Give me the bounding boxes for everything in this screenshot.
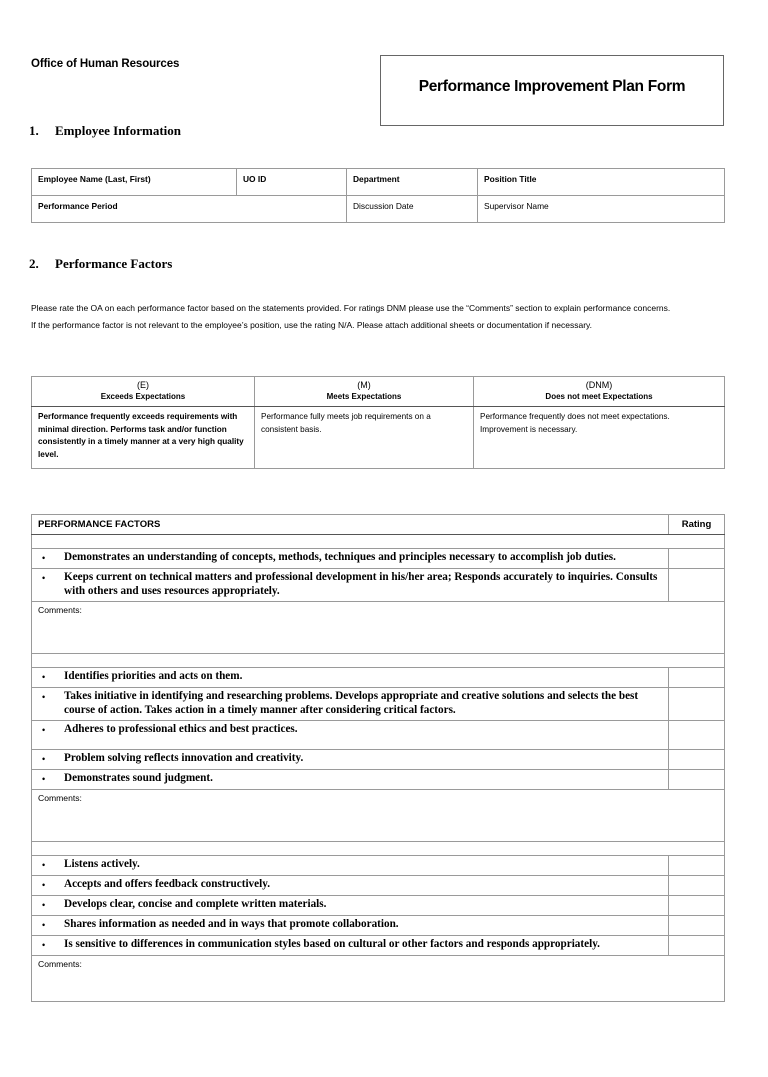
rating-input-cell[interactable] [669,936,725,956]
legend-description-e: Performance frequently exceeds requirements with minimal direction. Performs task and/or function consistently in a timely manner at a very high quality level. [32,407,255,469]
factor-bullet-row [42,772,660,786]
factor-row [32,688,725,721]
supervisor-name-label[interactable]: Supervisor Name [478,196,725,223]
bullet-icon: • [42,553,46,563]
factor-statement-cell [32,936,669,956]
position-title-label[interactable]: Position Title [478,169,725,196]
rating-input-cell[interactable] [669,770,725,790]
factor-statement-text: Shares information as needed and in ways that promote collaboration. [64,918,399,931]
performance-factors-header-row [32,515,725,535]
legend-description-row [32,407,725,469]
bullet-icon: • [42,774,46,785]
section-1-heading [29,123,181,139]
performance-factors-table [31,514,725,1002]
legend-label-dnm: Does not meet Expectations [545,392,653,401]
rating-input-cell[interactable] [669,668,725,688]
bullet-icon: • [42,573,46,583]
legend-label-e: Exceeds Expectations [100,392,186,401]
comments-row [32,956,725,1002]
rating-input-cell[interactable] [669,569,725,602]
factor-bullet-row [42,723,660,737]
factor-statement-cell [32,668,669,688]
bullet-icon: • [42,920,46,931]
legend-label-m: Meets Expectations [326,392,402,401]
factor-statement-cell [32,856,669,876]
legend-header-row [32,377,725,407]
instructions-paragraph [31,300,731,334]
comments-cell[interactable]: Comments: [32,602,725,654]
factor-bullet-row [42,918,660,932]
factor-statement-cell [32,770,669,790]
section-1-number: 1. [29,123,39,138]
form-title-box [380,55,724,126]
section-2-heading [29,256,172,272]
bullet-icon: • [42,940,46,951]
rating-input-cell[interactable] [669,876,725,896]
employee-information-table [31,168,725,223]
factor-statement-text: Identifies priorities and acts on them. [64,670,243,683]
factor-row [32,721,725,750]
comments-cell[interactable]: Comments: [32,956,725,1002]
factor-row [32,916,725,936]
section-1-title: Employee Information [55,123,182,138]
instructions-line-1: Please rate the OA on each performance factor based on the statements provided. For ratings DNM please use the “Comments” section to explain performance concerns. [31,303,671,313]
performance-factors-header-label: PERFORMANCE FACTORS [32,515,669,535]
factor-statement-cell [32,569,669,602]
section-2-number: 2. [29,256,39,271]
factor-group-spacer-row [32,654,725,668]
factor-bullet-row [42,938,660,952]
factor-row [32,856,725,876]
legend-description-m: Performance fully meets job requirements on a consistent basis. [255,407,474,469]
factor-statement-text: Adheres to professional ethics and best practices. [64,723,298,736]
factor-bullet-row [42,878,660,892]
factor-statement-text: Is sensitive to differences in communication styles based on cultural or other factors and responds appropriately. [64,938,600,951]
factor-bullet-row [42,858,660,872]
comments-cell[interactable]: Comments: [32,790,725,842]
legend-code-m: (M) [357,380,371,390]
bullet-icon: • [42,900,46,911]
table-row [32,196,725,223]
instructions-line-2: If the performance factor is not relevant to the employee’s position, use the rating N/A. Please attach additional sheets or documentation if necessary. [31,320,592,330]
factor-row [32,936,725,956]
factor-row [32,668,725,688]
factor-statement-cell [32,549,669,569]
factor-bullet-row [42,551,660,565]
rating-legend-table [31,376,725,469]
factor-statement-cell [32,750,669,770]
section-2-title: Performance Factors [55,256,173,271]
discussion-date-label[interactable]: Discussion Date [347,196,478,223]
factor-statement-cell [32,876,669,896]
factor-statement-text: Demonstrates an understanding of concepts, methods, techniques and principles necessary to accomplish job duties. [64,551,616,563]
legend-header-m [255,377,474,407]
performance-period-label[interactable]: Performance Period [32,196,347,223]
comments-row [32,602,725,654]
factor-statement-text: Demonstrates sound judgment. [64,772,213,785]
rating-input-cell[interactable] [669,721,725,750]
factor-bullet-row [42,898,660,912]
factor-statement-cell [32,896,669,916]
department-label[interactable]: Department [347,169,478,196]
rating-input-cell[interactable] [669,750,725,770]
rating-input-cell[interactable] [669,688,725,721]
factor-group-title-cell[interactable] [32,654,725,668]
factor-group-title-cell[interactable] [32,535,725,549]
bullet-icon: • [42,725,46,736]
factor-statement-text: Problem solving reflects innovation and creativity. [64,752,304,765]
factor-statement-text: Listens actively. [64,858,140,871]
factor-group-spacer-row [32,535,725,549]
bullet-icon: • [42,692,46,703]
factor-bullet-row [42,690,660,717]
rating-input-cell[interactable] [669,856,725,876]
bullet-icon: • [42,880,46,891]
uo-id-label[interactable]: UO ID [237,169,347,196]
rating-header-label: Rating [669,515,725,535]
factor-statement-cell [32,721,669,750]
table-row [32,169,725,196]
factor-row [32,750,725,770]
factor-row [32,569,725,602]
rating-input-cell[interactable] [669,916,725,936]
bullet-icon: • [42,754,46,765]
factor-statement-cell [32,916,669,936]
factor-statement-cell [32,688,669,721]
factor-statement-text: Develops clear, concise and complete written materials. [64,898,327,911]
factor-statement-text: Takes initiative in identifying and researching problems. Develops appropriate and creative solutions and selects the best course of action. Takes action in a timely manner after considering critical factors. [64,690,639,716]
office-label: Office of Human Resources [31,58,180,70]
factor-group-spacer-row [32,842,725,856]
legend-code-e: (E) [137,380,149,390]
bullet-icon: • [42,672,46,683]
factor-bullet-row [42,670,660,684]
factor-group-title-cell[interactable] [32,842,725,856]
factor-row [32,549,725,569]
comments-row [32,790,725,842]
factor-row [32,876,725,896]
factor-row [32,770,725,790]
factor-statement-text: Accepts and offers feedback constructively. [64,878,271,891]
legend-code-dnm: (DNM) [585,380,613,390]
rating-input-cell[interactable] [669,896,725,916]
rating-input-cell[interactable] [669,549,725,569]
legend-header-e [32,377,255,407]
factor-statement-text: Keeps current on technical matters and professional development in his/her area; Responds accurately to inquiries. Consults with others and uses resources appropriately. [64,571,658,597]
legend-description-dnm: Performance frequently does not meet expectations. Improvement is necessary. [474,407,725,469]
legend-header-dnm [474,377,725,407]
factor-bullet-row [42,571,660,598]
form-title: Performance Improvement Plan Form [418,78,686,95]
employee-name-label[interactable]: Employee Name (Last, First) [32,169,237,196]
factor-row [32,896,725,916]
bullet-icon: • [42,860,46,871]
factor-bullet-row [42,752,660,766]
